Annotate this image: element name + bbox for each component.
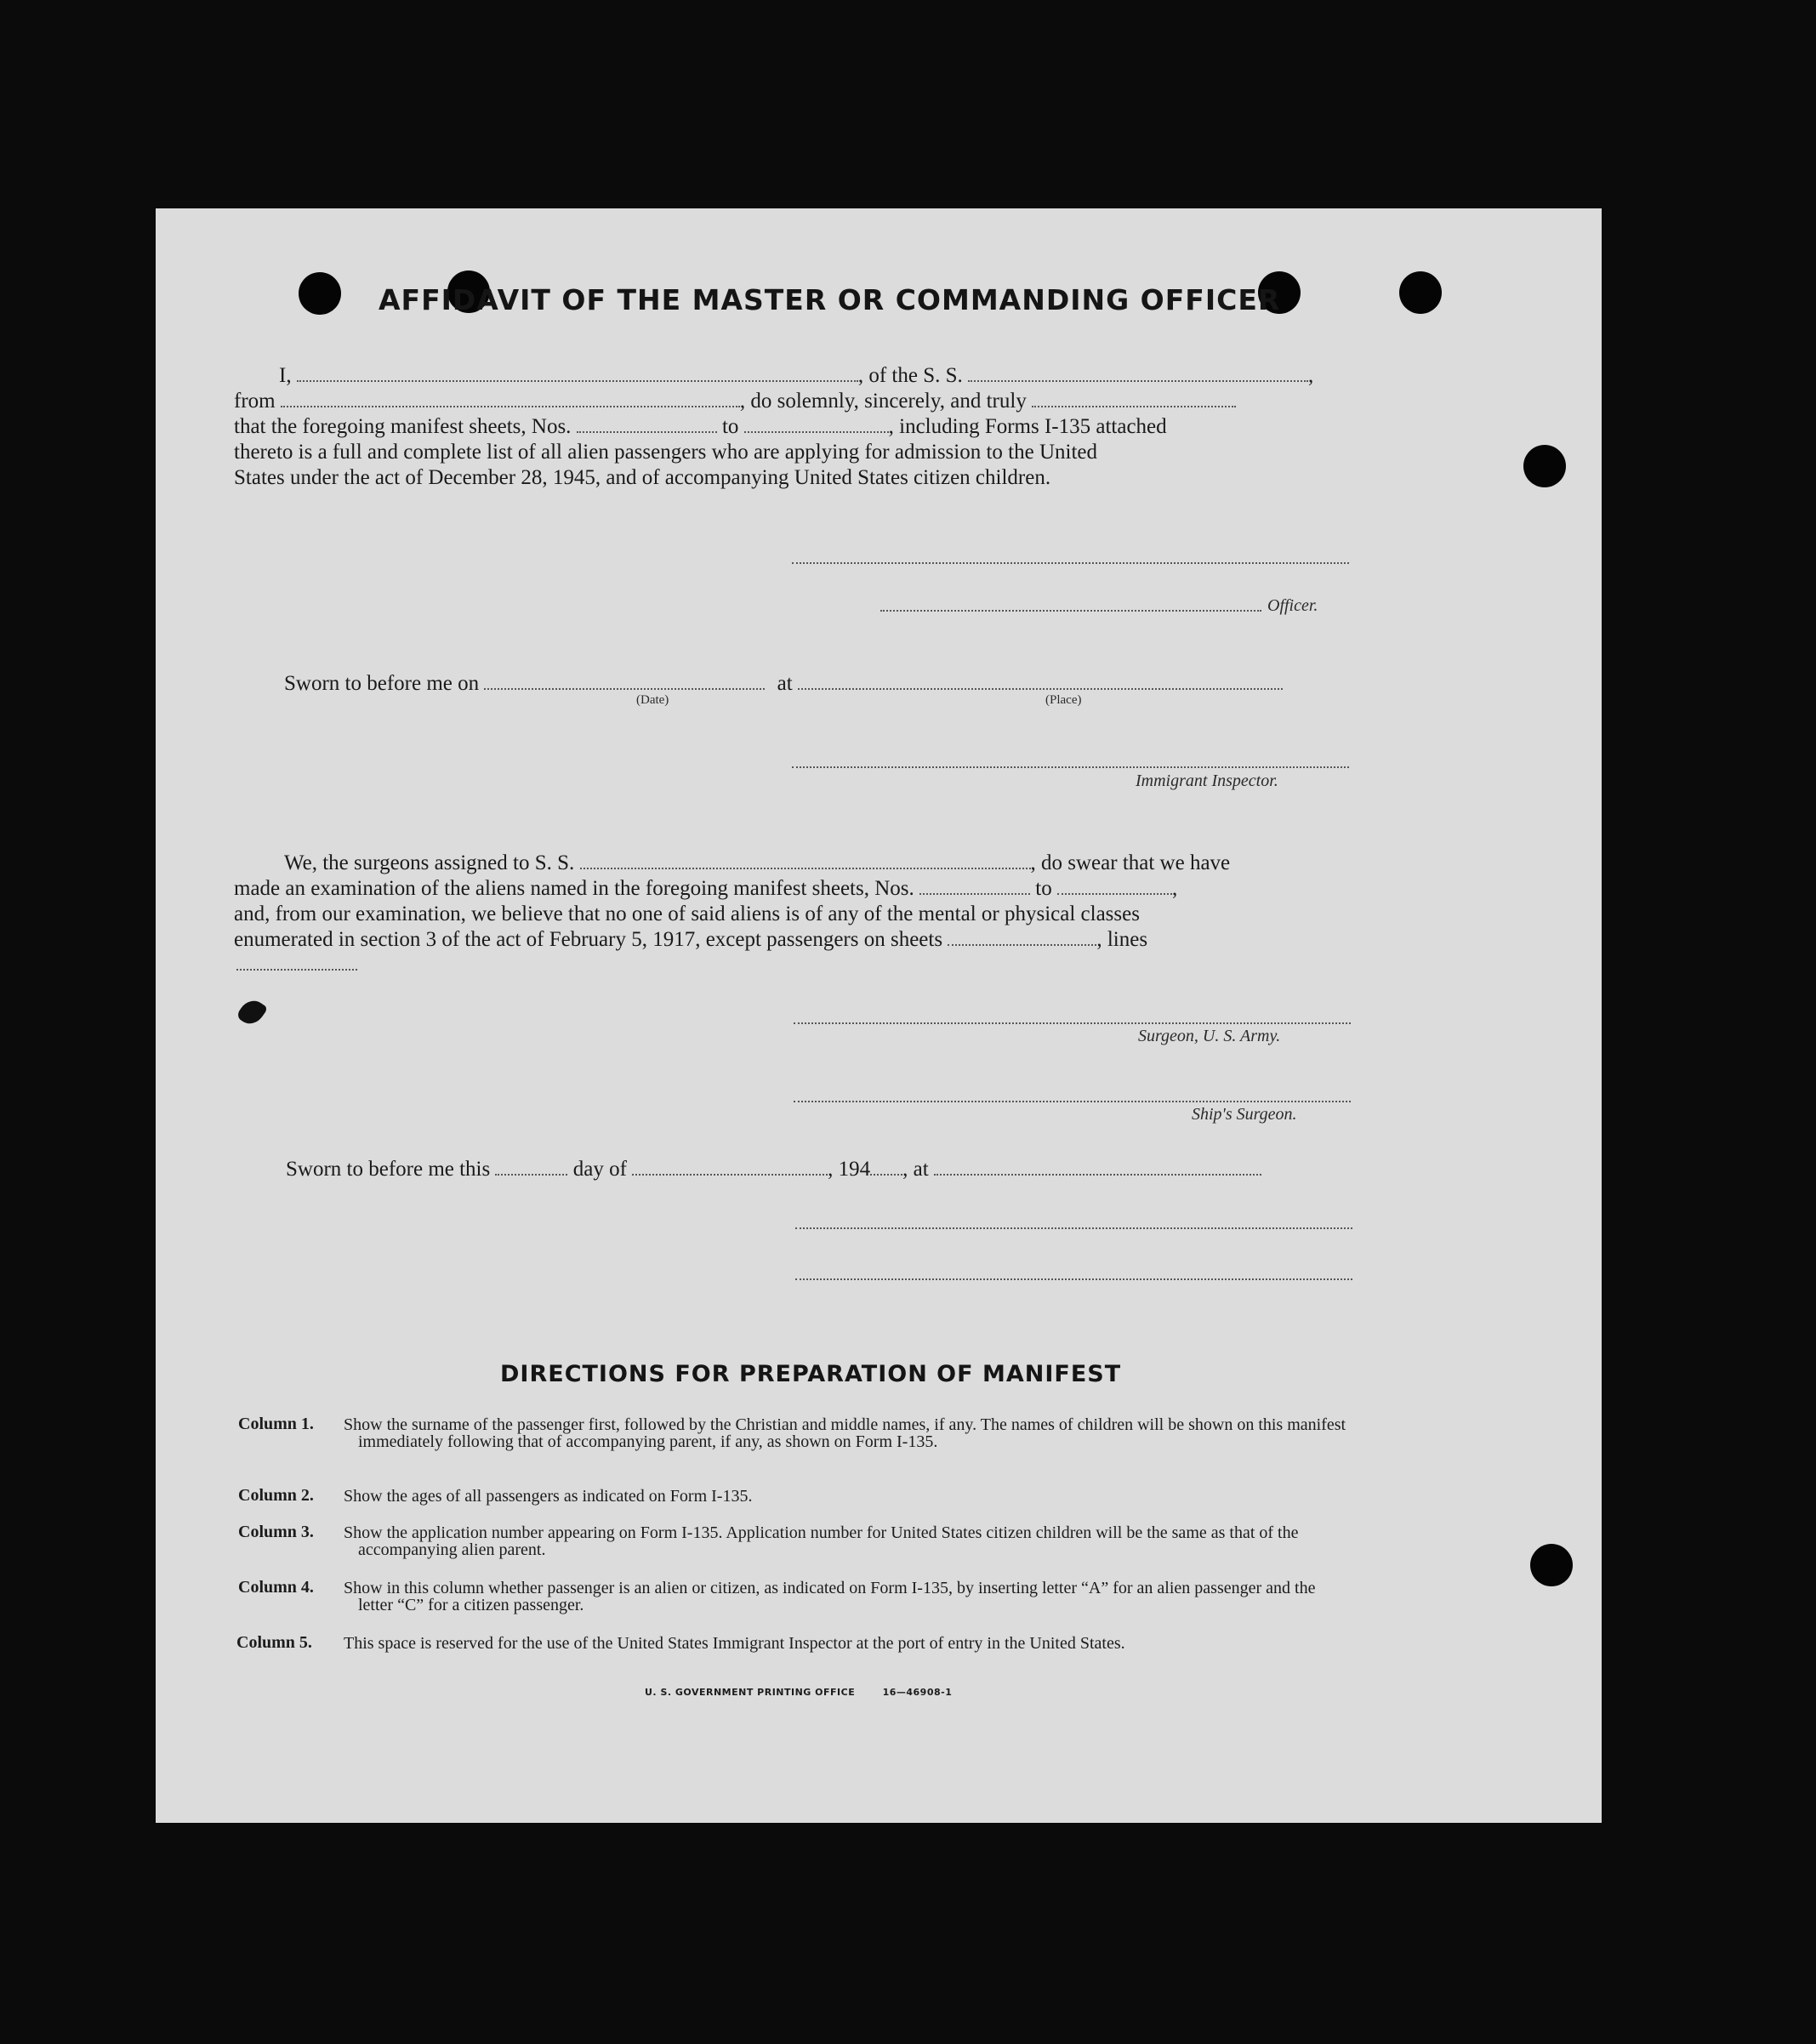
column-5-label: Column 5.: [236, 1633, 312, 1652]
inspector-signature-line-2[interactable]: [795, 1227, 1352, 1229]
date-caption: (Date): [636, 693, 669, 707]
surgeon-ship-field[interactable]: [580, 851, 1031, 869]
from-port-field[interactable]: [281, 389, 740, 407]
affidavit-text: , of the S. S.: [857, 364, 963, 387]
sworn-day-field[interactable]: [495, 1157, 567, 1176]
punch-hole: [299, 272, 341, 315]
surgeon-sheet-to-field[interactable]: [1057, 876, 1172, 895]
surgeons-line-3: and, from our examination, we believe that no one of said aliens is of any of the mental or physical classes: [234, 902, 1140, 925]
sworn-place-field[interactable]: [798, 671, 1283, 690]
signature-line[interactable]: [792, 562, 1349, 564]
officer-signature-line[interactable]: [880, 610, 1261, 612]
sworn-line-1: [284, 671, 1283, 697]
sworn-place-field-2[interactable]: [934, 1157, 1261, 1176]
ship-name-field[interactable]: [968, 363, 1308, 382]
ink-blot: [236, 995, 269, 1028]
sheet-from-field[interactable]: [577, 414, 717, 433]
column-5-text: This space is reserved for the use of the United States Immigrant Inspector at the port of entry in the United States.: [344, 1634, 1125, 1653]
affidavit-text: to: [721, 415, 739, 438]
sheet-to-field[interactable]: [744, 414, 889, 433]
ship-surgeon-signature-line[interactable]: [794, 1101, 1351, 1102]
master-name-field[interactable]: [297, 363, 858, 382]
surgeons-text: ,: [1171, 877, 1178, 900]
document-page: [156, 208, 1602, 1823]
column-2-label: Column 2.: [238, 1486, 314, 1505]
surgeons-line-2: [234, 876, 1177, 902]
punch-hole: [1530, 1544, 1573, 1586]
punch-hole: [1523, 445, 1566, 487]
place-caption: (Place): [1045, 693, 1082, 707]
column-1-label: Column 1.: [238, 1415, 314, 1433]
inspector-signature-line[interactable]: [792, 766, 1349, 768]
ship-surgeon-label: Ship's Surgeon.: [1192, 1105, 1297, 1124]
column-4-text: Show in this column whether passenger is an alien or citizen, as indicated on Form I-135, by inserting letter “A” for an alien passenger and the letter “C” for a citizen passenger.: [344, 1579, 1316, 1614]
army-surgeon-signature-line[interactable]: [794, 1022, 1351, 1024]
sworn-text: , at: [902, 1158, 929, 1181]
sworn-month-field[interactable]: [632, 1157, 828, 1176]
sworn-text: , 194: [828, 1158, 871, 1181]
sworn-year-field[interactable]: [870, 1157, 902, 1176]
sworn-at-text: at: [777, 672, 793, 695]
affidavit-text: , including Forms I-135 attached: [888, 415, 1167, 438]
officer-label: Officer.: [1267, 596, 1318, 615]
inspector-title-line[interactable]: [795, 1278, 1352, 1280]
sworn-text: day of: [572, 1158, 627, 1181]
affidavit-text: ,: [1308, 364, 1314, 387]
surgeons-line-1: [284, 851, 1230, 876]
column-3-text: Show the application number appearing on Form I-135. Application number for United States citizen children will be the same as that of the accompanying alien parent.: [344, 1523, 1299, 1559]
oath-field[interactable]: [1032, 389, 1236, 407]
inspector-label: Immigrant Inspector.: [1136, 771, 1278, 790]
affidavit-line-3: [234, 414, 1167, 440]
sworn-line-2: [286, 1157, 1261, 1182]
army-surgeon-label: Surgeon, U. S. Army.: [1138, 1027, 1281, 1045]
affidavit-line-1: [279, 363, 1313, 389]
printer-name: U. S. GOVERNMENT PRINTING OFFICE: [645, 1687, 856, 1698]
sworn-text: Sworn to before me this: [286, 1158, 491, 1181]
affidavit-text: I,: [279, 364, 292, 387]
surgeons-text: , lines: [1096, 928, 1148, 951]
column-2-text: Show the ages of all passengers as indicated on Form I-135.: [344, 1487, 753, 1506]
affidavit-line-5: States under the act of December 28, 1945, and of accompanying United States citizen children.: [234, 466, 1051, 489]
directions-title: DIRECTIONS FOR PREPARATION OF MANIFEST: [500, 1361, 1122, 1387]
affidavit-title: AFFIDAVIT OF THE MASTER OR COMMANDING OFFICER: [379, 283, 1281, 316]
sworn-text: Sworn to before me on: [284, 672, 480, 695]
affidavit-text: from: [234, 390, 276, 413]
punch-hole: [1399, 271, 1442, 314]
surgeons-text: to: [1035, 877, 1052, 900]
surgeons-text: made an examination of the aliens named in the foregoing manifest sheets, Nos.: [234, 877, 914, 900]
affidavit-text: that the foregoing manifest sheets, Nos.: [234, 415, 572, 438]
surgeons-line-4: [234, 927, 1147, 953]
surgeons-text: We, the surgeons assigned to S. S.: [284, 851, 575, 874]
except-sheets-field[interactable]: [948, 927, 1096, 946]
surgeon-sheet-from-field[interactable]: [919, 876, 1030, 895]
affidavit-text: , do solemnly, sincerely, and truly: [739, 390, 1027, 413]
column-1-text: Show the surname of the passenger first, followed by the Christian and middle names, if any. The names of children will be shown on this manifest immediately following that of accompanying parent, if any, as shown on Form I-135.: [344, 1415, 1346, 1451]
form-code: 16—46908-1: [882, 1687, 953, 1698]
column-3-label: Column 3.: [238, 1523, 314, 1541]
affidavit-line-2: [234, 389, 1236, 414]
printer-imprint: [645, 1687, 952, 1698]
surgeons-text: , do swear that we have: [1030, 851, 1231, 874]
affidavit-line-4: thereto is a full and complete list of all alien passengers who are applying for admission to the United: [234, 441, 1098, 464]
sworn-date-field[interactable]: [484, 671, 765, 690]
surgeons-text: enumerated in section 3 of the act of February 5, 1917, except passengers on sheets: [234, 928, 943, 951]
lines-field[interactable]: [236, 969, 357, 971]
column-4-label: Column 4.: [238, 1578, 314, 1597]
